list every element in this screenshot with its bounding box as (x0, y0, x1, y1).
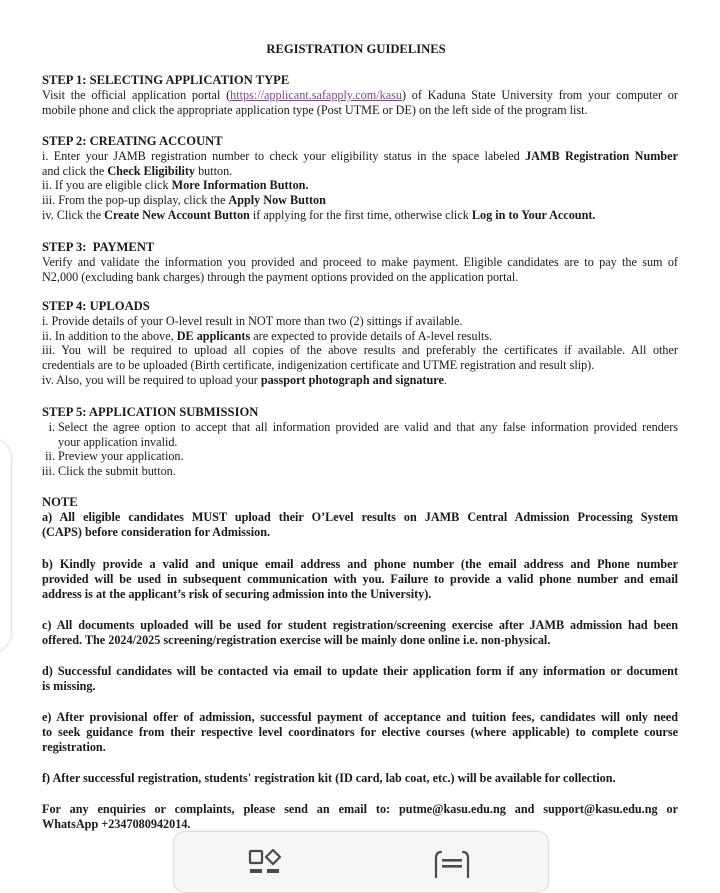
step-4-item-3-line-1: iii. You will be required to upload all copies of the above results and preferably the certificates if available. All other (42, 343, 678, 358)
step-1-text-after: ) of Kaduna State University from your computer or (401, 87, 678, 102)
note-b-line-2: provided will be used in subsequent communication with you. Failure to provide a valid phone number and email (42, 571, 678, 586)
step-3-line-2: N2,000 (excluding bank charges) through the payment options provided on the application portal. (42, 269, 519, 284)
text-extract-button[interactable] (432, 848, 472, 878)
step-2-item-text: button. (195, 163, 233, 178)
portal-link[interactable]: https://applicant.safapply.com/kasu (230, 87, 402, 102)
step-1-line-2: mobile phone and click the appropriate application type (Post UTME or DE) on the left side of the program list. (42, 102, 588, 117)
step-4-item-3-line-2: credentials are to be uploaded (Birth certificate, indigenization certificate and UTME registration and result slip). (42, 358, 595, 373)
step-4-item-2 (42, 329, 678, 344)
step-5-item-line: Select the agree option to accept that all information provided are valid and that any false information provided renders (58, 419, 678, 434)
note-e-line-2: to seek guidance from their respective level coordinators for elective courses (where applicable) to complete course (42, 724, 678, 739)
note-d (42, 664, 678, 694)
step-2-item-text: if applying for the first time, otherwise click (249, 207, 472, 222)
note-e-line-3: registration. (42, 739, 106, 754)
step-4-item-text: iv. Also, you will be required to upload your (42, 372, 261, 387)
step-2-item-bold: Check Eligibility (107, 163, 196, 178)
note-d-line-2: is missing. (42, 678, 96, 693)
contact-line-2: WhatsApp +2347080942014. (42, 816, 191, 831)
step-4-item-4 (42, 373, 678, 388)
note-c-line-2: offered. The 2024/2025 screening/registration exercise will be mainly done online i.e. non-physical. (42, 632, 551, 647)
note-b-line-3: address is at the applicant’s risk of securing admission into the University). (42, 586, 432, 601)
step-5-list (42, 420, 678, 479)
step-4-item-bold: DE applicants (176, 328, 251, 343)
step-4-section (42, 299, 678, 388)
step-2-item-bold: Apply Now Button (228, 193, 326, 208)
note-c (42, 618, 678, 648)
note-a-line-1: a) All eligible candidates MUST upload their O’Level results on JAMB Central Admission Processing System (42, 509, 678, 524)
note-b-line-1: b) Kindly provide a valid and unique email address and phone number (the email address and Phone number (42, 557, 678, 571)
step-5-item-line: your application invalid. (58, 434, 178, 449)
bottom-toolbar (173, 831, 549, 893)
step-2-item-bold: More Information Button. (171, 178, 309, 193)
step-2-item-bold: JAMB Registration Number (525, 148, 678, 163)
step-2-item-3 (42, 193, 678, 208)
text-extract-icon (432, 848, 472, 878)
note-section (42, 495, 678, 539)
contact-line-1: For any enquiries or complaints, please send an email to: putme@kasu.edu.ng and support@kasu.edu.ng or (42, 802, 678, 816)
side-panel-handle[interactable] (0, 437, 12, 654)
step-4-item-text: are expected to provide details of A-level results. (250, 328, 493, 343)
step-2-section (42, 134, 678, 223)
step-1-heading: STEP 1: SELECTING APPLICATION TYPE (42, 73, 290, 87)
step-4-item-1: i. Provide details of your O-level result in NOT more than two (2) sittings if available. (42, 313, 463, 328)
step-4-heading: STEP 4: UPLOADS (42, 299, 150, 313)
apps-shapes-icon (246, 848, 286, 878)
step-2-item-1-line-1 (42, 149, 678, 164)
step-2-heading: STEP 2: CREATING ACCOUNT (42, 134, 223, 148)
apps-shapes-button[interactable] (246, 848, 286, 878)
step-2-item-1-line-2 (42, 164, 678, 179)
step-4-item-text: ii. In addition to the above, (42, 328, 177, 343)
note-e-line-1: e) After provisional offer of admission, successful payment of acceptance and tuition fees, candidates will only need (42, 710, 678, 724)
note-heading: NOTE (42, 495, 78, 509)
contact-info (42, 802, 678, 832)
note-f (42, 771, 678, 786)
list-number: i. (48, 419, 55, 434)
note-a-line-2: (CAPS) before consideration for Admission. (42, 524, 271, 539)
step-2-item-text: iv. Click the (42, 207, 105, 222)
step-5-item (42, 464, 678, 479)
step-5-item-line: Click the submit button. (58, 464, 176, 479)
note-c-line-1: c) All documents uploaded will be used for student registration/screening exercise after JAMB admission had been (42, 618, 678, 632)
step-5-item-line: Preview your application. (58, 449, 184, 464)
list-number: ii. (45, 449, 55, 464)
document-title: REGISTRATION GUIDELINES (266, 42, 446, 56)
step-3-section (42, 240, 678, 284)
step-4-item-bold: passport photograph and signature (260, 372, 444, 387)
note-d-line-1: d) Successful candidates will be contacted via email to update their application form if any information or document (42, 664, 678, 678)
step-2-item-4 (42, 208, 678, 223)
step-1-line-1 (42, 88, 678, 103)
step-1-text: Visit the official application portal ( (42, 87, 231, 102)
step-5-heading: STEP 5: APPLICATION SUBMISSION (42, 405, 259, 419)
step-2-item-bold: Create New Account Button (104, 207, 250, 222)
step-2-item-text: iii. From the pop-up display, click the (42, 193, 229, 208)
step-3-heading: STEP 3: PAYMENT (42, 240, 155, 254)
note-e (42, 710, 678, 754)
step-3-line-1: Verify and validate the information you provided and proceed to make payment. Eligible candidates are to pay the sum of (42, 254, 678, 269)
list-number: iii. (41, 464, 55, 479)
step-5-section (42, 405, 678, 479)
step-2-item-text: i. Enter your JAMB registration number to check your eligibility status in the space labeled (42, 148, 526, 163)
step-5-item (42, 449, 678, 464)
step-5-item (42, 420, 678, 450)
step-2-item-text: and click the (42, 163, 108, 178)
step-1-section (42, 73, 678, 117)
step-4-item-text: . (443, 372, 447, 387)
step-2-item-2 (42, 178, 678, 193)
step-2-item-text: ii. If you are eligible click (42, 178, 172, 193)
note-b (42, 557, 678, 601)
note-f-line-1: f) After successful registration, students' registration kit (ID card, lab coat, etc.) will be available for collection. (42, 771, 616, 785)
step-2-item-bold: Log in to Your Account. (471, 207, 596, 222)
